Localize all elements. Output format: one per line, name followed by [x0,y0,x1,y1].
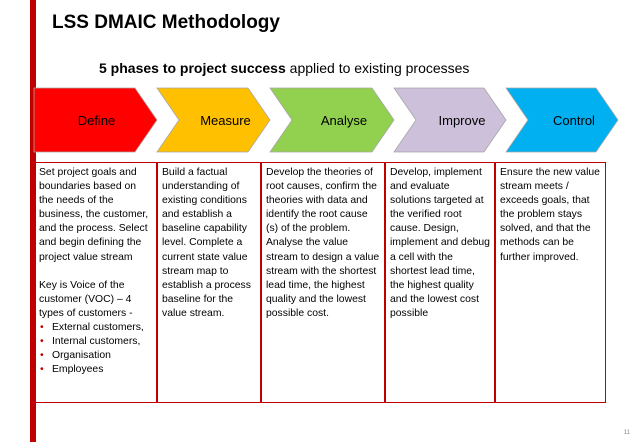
page-number: 11 [623,430,630,436]
customer-item: • External customers, [39,321,153,335]
improve-phase-label: Improve [438,113,486,128]
page-title: LSS DMAIC Methodology [52,12,280,33]
subtitle-bold: 5 phases to project success [99,60,286,76]
control-phase-label: Control [553,113,595,128]
define-phase-label: Define [77,113,116,128]
improve-box [385,162,495,403]
analyse-phase-label: Analyse [320,113,368,128]
define-text: Set project goals and boundaries based on the needs of the business, the customer, and the process. Select and begin defining the project value stream [39,167,149,263]
customer-item: • Employees [39,363,153,377]
customer-list [39,321,153,377]
subtitle-rest: applied to existing processes [285,60,470,76]
dmaic-arrows [0,0,638,160]
measure-phase-label: Measure [200,113,251,128]
define-voc-text: Key is Voice of the customer (VOC) – 4 types of customers - [39,279,133,319]
control-box [495,162,606,403]
analyse-text: Develop the theories of root causes, confirm the theories with data and identify the root cause (s) of the problem. Analyse the value stream to design a value stream with the shortest lead time, the highest quality and the lowest possible cost. [266,167,380,319]
customer-item: • Internal customers, [39,335,153,349]
improve-text: Develop, implement and evaluate solutions targeted at the verified root cause. Design, implement and debug a cell with the shortest lead time, the highest quality and the lowest cost possible [390,167,490,319]
measure-box [157,162,261,403]
measure-text: Build a factual understanding of existing conditions and establish a baseline capability level. Complete a current state value stream map to establish a process baseline for the value stream. [162,167,251,319]
customer-item: • Organisation [39,349,153,363]
control-text: Ensure the new value stream meets / exceeds goals, that the problem stays solved, and that the methods can be further improved. [500,167,600,263]
analyse-box [261,162,385,403]
define-box [34,162,157,403]
